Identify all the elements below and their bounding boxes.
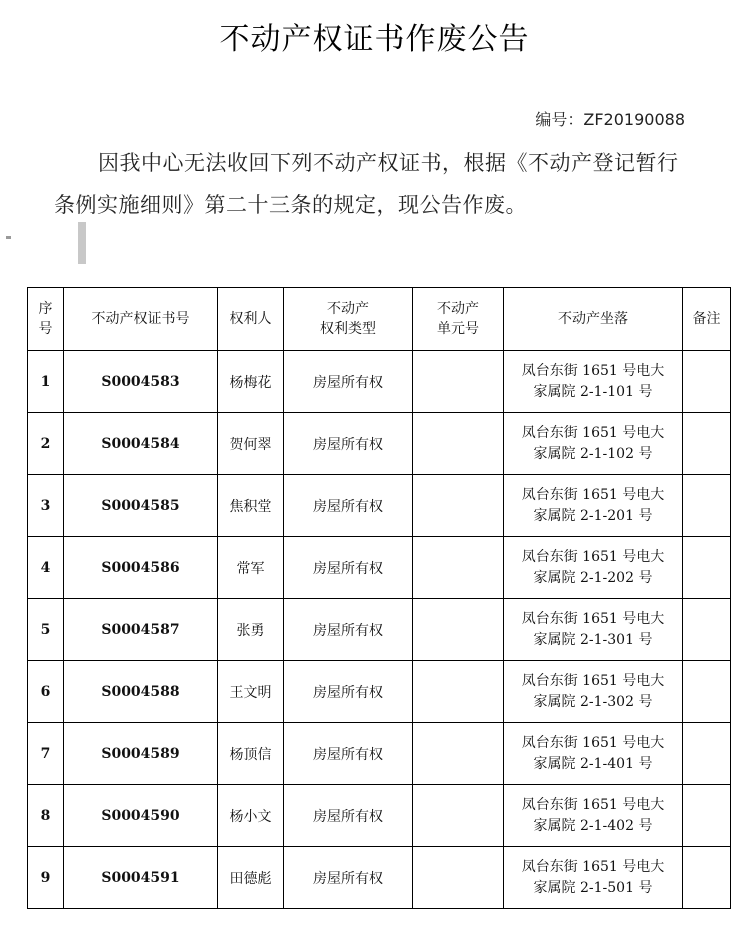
location-line-1: 凤台东街 1651 号电大 bbox=[521, 424, 665, 441]
remark bbox=[683, 661, 731, 723]
owner-name: 杨小文 bbox=[218, 785, 284, 847]
location-line-1: 凤台东街 1651 号电大 bbox=[521, 486, 665, 503]
location-line-1: 凤台东街 1651 号电大 bbox=[521, 734, 665, 751]
header-right-type: 不动产 权利类型 bbox=[284, 288, 413, 351]
unit-number bbox=[413, 723, 504, 785]
location-line-2: 家属院 2-1-101 号 bbox=[533, 383, 653, 400]
announcement-paragraph: 因我中心无法收回下列不动产权证书，根据《不动产登记暂行条例实施细则》第二十三条的规定，现公告作废。 bbox=[54, 151, 679, 217]
remark bbox=[683, 785, 731, 847]
unit-number bbox=[413, 351, 504, 413]
cert-number: S0004584 bbox=[64, 413, 218, 475]
remark bbox=[683, 537, 731, 599]
row-number: 4 bbox=[28, 537, 64, 599]
cert-number: S0004583 bbox=[64, 351, 218, 413]
owner-name: 张勇 bbox=[218, 599, 284, 661]
location-line-2: 家属院 2-1-301 号 bbox=[533, 631, 653, 648]
text-cursor-marker bbox=[78, 222, 86, 264]
location bbox=[504, 661, 683, 723]
location-line-2: 家属院 2-1-501 号 bbox=[533, 879, 653, 896]
location-line-1: 凤台东街 1651 号电大 bbox=[521, 610, 665, 627]
cert-number: S0004587 bbox=[64, 599, 218, 661]
row-number: 3 bbox=[28, 475, 64, 537]
location bbox=[504, 475, 683, 537]
owner-name: 贺何翠 bbox=[218, 413, 284, 475]
header-no: 序 号 bbox=[28, 288, 64, 351]
table-row bbox=[28, 661, 731, 723]
location-line-2: 家属院 2-1-202 号 bbox=[533, 569, 653, 586]
unit-number bbox=[413, 661, 504, 723]
owner-name: 田德彪 bbox=[218, 847, 284, 909]
header-cert-number: 不动产权证书号 bbox=[64, 288, 218, 351]
table-row bbox=[28, 847, 731, 909]
location bbox=[504, 847, 683, 909]
cert-number: S0004591 bbox=[64, 847, 218, 909]
table-row bbox=[28, 599, 731, 661]
row-number: 7 bbox=[28, 723, 64, 785]
margin-marker bbox=[6, 236, 11, 239]
location-line-1: 凤台东街 1651 号电大 bbox=[521, 362, 665, 379]
right-type: 房屋所有权 bbox=[284, 599, 413, 661]
unit-number bbox=[413, 847, 504, 909]
location-line-2: 家属院 2-1-302 号 bbox=[533, 693, 653, 710]
right-type: 房屋所有权 bbox=[284, 723, 413, 785]
remark bbox=[683, 723, 731, 785]
remark bbox=[683, 351, 731, 413]
right-type: 房屋所有权 bbox=[284, 475, 413, 537]
right-type: 房屋所有权 bbox=[284, 351, 413, 413]
location bbox=[504, 537, 683, 599]
header-remark: 备注 bbox=[683, 288, 731, 351]
table-row bbox=[28, 785, 731, 847]
location bbox=[504, 599, 683, 661]
right-type: 房屋所有权 bbox=[284, 785, 413, 847]
table-row bbox=[28, 537, 731, 599]
cert-number: S0004589 bbox=[64, 723, 218, 785]
row-number: 6 bbox=[28, 661, 64, 723]
document-title: 不动产权证书作废公告 bbox=[219, 22, 530, 57]
table-body bbox=[28, 351, 731, 909]
header-owner: 权利人 bbox=[218, 288, 284, 351]
void-certificate-table bbox=[27, 287, 731, 909]
table-row bbox=[28, 723, 731, 785]
remark bbox=[683, 413, 731, 475]
location-line-2: 家属院 2-1-402 号 bbox=[533, 817, 653, 834]
row-number: 5 bbox=[28, 599, 64, 661]
cert-number: S0004588 bbox=[64, 661, 218, 723]
owner-name: 杨顶信 bbox=[218, 723, 284, 785]
owner-name: 焦积堂 bbox=[218, 475, 284, 537]
header-unit-number: 不动产 单元号 bbox=[413, 288, 504, 351]
owner-name: 王文明 bbox=[218, 661, 284, 723]
location-line-2: 家属院 2-1-201 号 bbox=[533, 507, 653, 524]
location bbox=[504, 413, 683, 475]
row-number: 9 bbox=[28, 847, 64, 909]
remark bbox=[683, 475, 731, 537]
document-number: 编号：ZF20190088 bbox=[535, 110, 685, 129]
location-line-1: 凤台东街 1651 号电大 bbox=[521, 858, 665, 875]
table-header-row bbox=[28, 288, 731, 351]
location-line-2: 家属院 2-1-102 号 bbox=[533, 445, 653, 462]
row-number: 2 bbox=[28, 413, 64, 475]
row-number: 8 bbox=[28, 785, 64, 847]
unit-number bbox=[413, 785, 504, 847]
location-line-1: 凤台东街 1651 号电大 bbox=[521, 548, 665, 565]
cert-number: S0004590 bbox=[64, 785, 218, 847]
location-line-1: 凤台东街 1651 号电大 bbox=[521, 672, 665, 689]
right-type: 房屋所有权 bbox=[284, 537, 413, 599]
unit-number bbox=[413, 413, 504, 475]
remark bbox=[683, 599, 731, 661]
table-row bbox=[28, 475, 731, 537]
unit-number bbox=[413, 475, 504, 537]
right-type: 房屋所有权 bbox=[284, 661, 413, 723]
unit-number bbox=[413, 599, 504, 661]
location bbox=[504, 351, 683, 413]
right-type: 房屋所有权 bbox=[284, 413, 413, 475]
location-line-2: 家属院 2-1-401 号 bbox=[533, 755, 653, 772]
header-location: 不动产坐落 bbox=[504, 288, 683, 351]
table-row bbox=[28, 351, 731, 413]
cert-number: S0004585 bbox=[64, 475, 218, 537]
cert-number: S0004586 bbox=[64, 537, 218, 599]
unit-number bbox=[413, 537, 504, 599]
table-row bbox=[28, 413, 731, 475]
remark bbox=[683, 847, 731, 909]
right-type: 房屋所有权 bbox=[284, 847, 413, 909]
location bbox=[504, 785, 683, 847]
owner-name: 常军 bbox=[218, 537, 284, 599]
location-line-1: 凤台东街 1651 号电大 bbox=[521, 796, 665, 813]
row-number: 1 bbox=[28, 351, 64, 413]
location bbox=[504, 723, 683, 785]
owner-name: 杨梅花 bbox=[218, 351, 284, 413]
